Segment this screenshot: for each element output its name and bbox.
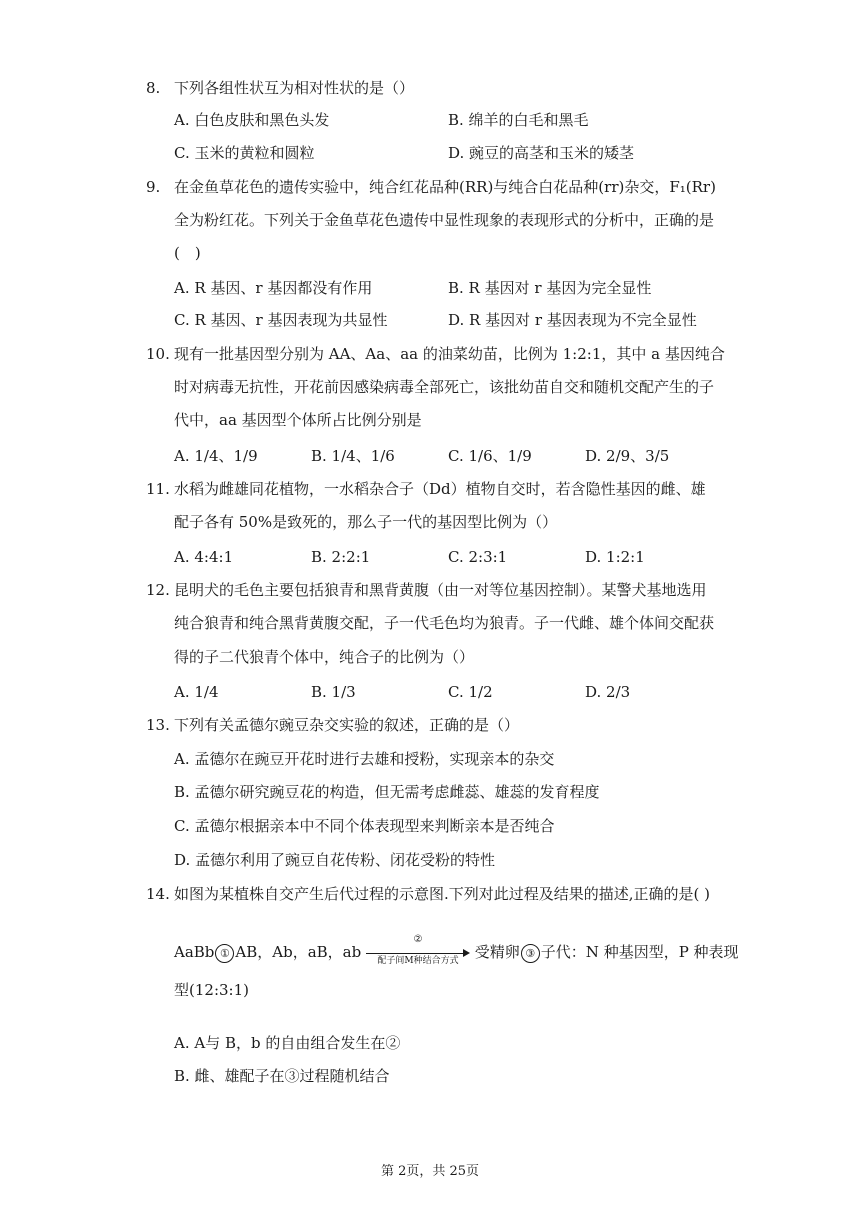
question-10-option-c: C. 1/6、1/9 [448, 447, 532, 465]
question-14-option-a: A. A与 B，b 的自由组合发生在② [174, 1034, 401, 1052]
step-1-marker: ① [215, 944, 234, 963]
question-number-14: 14. [146, 885, 170, 903]
question-number-12: 12. [146, 581, 170, 599]
question-8-stem: 下列各组性状互为相对性状的是（） [174, 79, 415, 97]
question-9-option-d: D. R 基因对 r 基因表现为不完全显性 [448, 311, 697, 329]
zygote-label: 受精卵 [474, 943, 520, 961]
question-9-option-b: B. R 基因对 r 基因为完全显性 [448, 279, 652, 297]
question-number-8: 8. [146, 79, 161, 97]
question-number-9: 9. [146, 178, 161, 196]
question-14-line-2: 型(12:3:1) [174, 981, 249, 999]
offspring-description: 子代：N 种基因型，P 种表现 [540, 943, 739, 961]
question-10-line-1: 现有一批基因型分别为 AA、Aa、aa 的油菜幼苗，比例为 1:2:1，其中 a 基因纯合 [174, 345, 725, 363]
question-12-option-d: D. 2/3 [585, 683, 631, 701]
question-number-11: 11. [146, 480, 170, 498]
question-12-option-a: A. 1/4 [174, 683, 219, 701]
question-8-option-a: A. 白色皮肤和黑色头发 [174, 111, 330, 129]
question-10-line-2: 时对病毒无抗性，开花前因感染病毒全部死亡，该批幼苗自交和随机交配产生的子 [174, 378, 715, 396]
question-number-10: 10. [146, 345, 170, 363]
question-9-line-3: ( ) [174, 244, 201, 262]
parent-genotype: AaBb [174, 943, 215, 961]
step-2-marker: ② [413, 934, 423, 945]
question-12-option-c: C. 1/2 [448, 683, 493, 701]
question-11-option-a: A. 4:4:1 [174, 548, 234, 566]
question-10-option-a: A. 1/4、1/9 [174, 447, 258, 465]
question-8-option-d: D. 豌豆的高茎和玉米的矮茎 [448, 144, 635, 162]
question-10-line-3: 代中，aa 基因型个体所占比例分别是 [174, 411, 422, 429]
question-12-option-b: B. 1/3 [311, 683, 356, 701]
question-number-13: 13. [146, 716, 170, 734]
question-12-line-1: 昆明犬的毛色主要包括狼青和黑背黄腹（由一对等位基因控制）。某警犬基地选用 [174, 581, 707, 599]
process-arrow [366, 934, 470, 966]
question-13-option-b: B. 孟德尔研究豌豆花的构造，但无需考虑雌蕊、雄蕊的发育程度 [174, 783, 600, 801]
question-8-option-b: B. 绵羊的白毛和黑毛 [448, 111, 589, 129]
question-11-line-1: 水稻为雌雄同花植物，一水稻杂合子（Dd）植物自交时，若含隐性基因的雌、雄 [174, 480, 706, 498]
arrow-shaft [366, 953, 464, 954]
question-10-option-b: B. 1/4、1/6 [311, 447, 395, 465]
question-9-option-a: A. R 基因、r 基因都没有作用 [174, 279, 373, 297]
gamete-types: AB，Ab，aB，ab [235, 943, 362, 961]
question-13-option-d: D. 孟德尔利用了豌豆自花传粉、闭花受粉的特性 [174, 851, 496, 869]
question-9-option-c: C. R 基因、r 基因表现为共显性 [174, 311, 388, 329]
question-10-option-d: D. 2/9、3/5 [585, 447, 670, 465]
arrow-label: 配子间M种结合方式 [377, 956, 459, 966]
question-14-process-diagram [174, 934, 739, 966]
question-13-option-a: A. 孟德尔在豌豆开花时进行去雄和授粉，实现亲本的杂交 [174, 750, 555, 768]
question-11-option-b: B. 2:2:1 [311, 548, 371, 566]
question-11-option-c: C. 2:3:1 [448, 548, 508, 566]
question-14-option-b: B. 雌、雄配子在③过程随机结合 [174, 1067, 390, 1085]
question-14-stem: 如图为某植株自交产生后代过程的示意图.下列对此过程及结果的描述,正确的是( ) [174, 885, 711, 903]
question-9-line-1: 在金鱼草花色的遗传实验中，纯合红花品种(RR)与纯合白花品种(rr)杂交，F₁(Rr) [174, 178, 716, 196]
page-footer: 第 2页，共 25页 [380, 1164, 480, 1179]
question-13-option-c: C. 孟德尔根据亲本中不同个体表现型来判断亲本是否纯合 [174, 817, 555, 835]
question-11-option-d: D. 1:2:1 [585, 548, 645, 566]
question-13-stem: 下列有关孟德尔豌豆杂交实验的叙述，正确的是（） [174, 716, 520, 734]
step-3-marker: ③ [521, 944, 540, 963]
question-12-line-3: 得的子二代狼青个体中，纯合子的比例为（） [174, 648, 475, 666]
question-11-line-2: 配子各有 50%是致死的，那么子一代的基因型比例为（） [174, 513, 558, 531]
question-9-line-2: 全为粉红花。下列关于金鱼草花色遗传中显性现象的表现形式的分析中，正确的是 [174, 211, 715, 229]
question-12-line-2: 纯合狼青和纯合黑背黄腹交配，子一代毛色均为狼青。子一代雌、雄个体间交配获 [174, 614, 715, 632]
question-8-option-c: C. 玉米的黄粒和圆粒 [174, 144, 315, 162]
